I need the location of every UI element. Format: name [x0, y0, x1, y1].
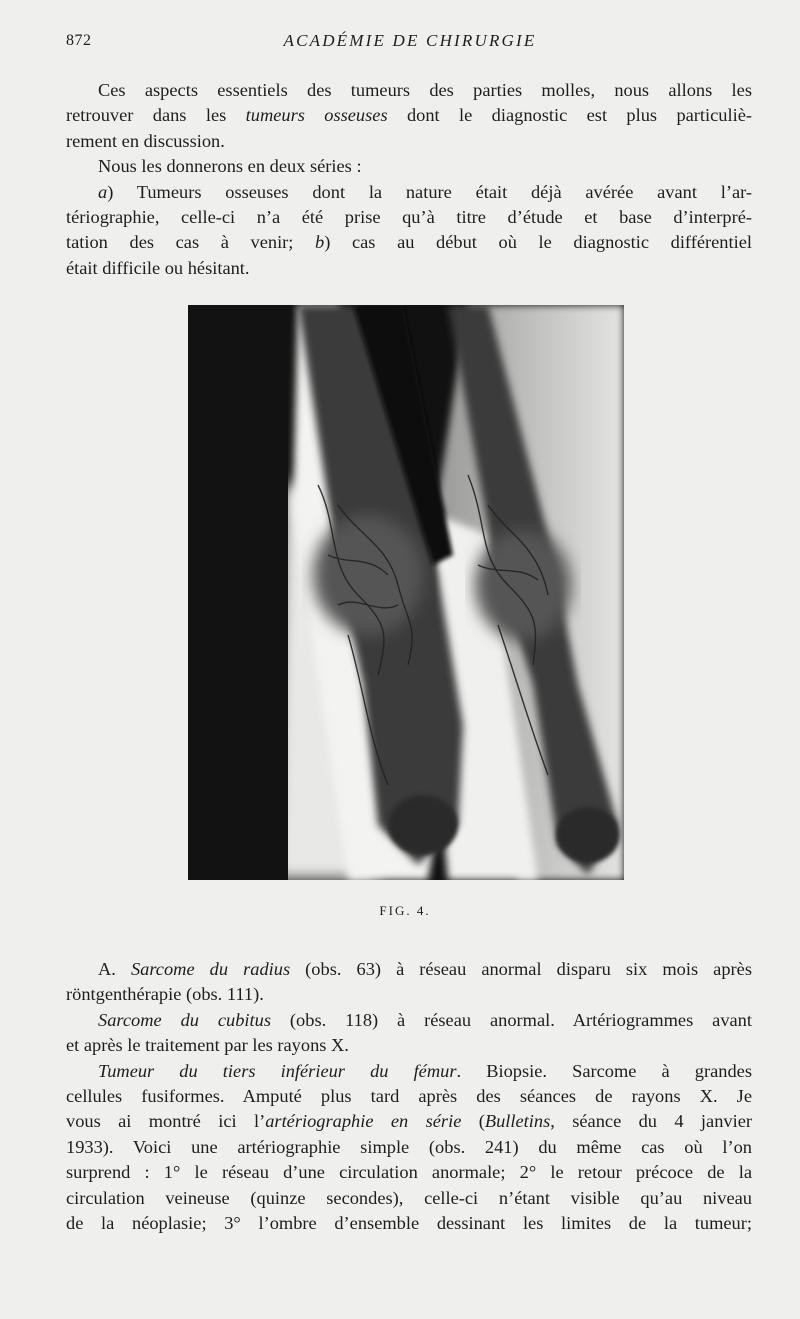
page-number: 872: [66, 32, 92, 49]
text-line: Ces aspects essentiels des tumeurs des parties molles, nous allons les: [98, 80, 752, 100]
text-line: surprend : 1° le réseau d’une circulation anormale; 2° le retour précoce de la: [66, 1162, 752, 1183]
figure-caption: FIG. 4.: [379, 903, 431, 918]
text-line: a) Tumeurs osseuses dont la nature était déjà avérée avant l’ar-: [98, 181, 752, 202]
text-line: cellules fusiformes. Amputé plus tard après des séances de rayons X. Je: [66, 1086, 752, 1107]
text-line: vous ai montré ici l’artériographie en série (Bulletins, séance du 4 janvier: [66, 1111, 752, 1132]
text-line: retrouver dans les tumeurs osseuses dont le diagnostic est plus particuliè-: [66, 105, 753, 126]
text-line: et après le traitement par les rayons X.: [66, 1035, 349, 1056]
xray-figure: [188, 305, 624, 880]
text-line: circulation veineuse (quinze secondes), celle-ci n’étant visible qu’au niveau: [66, 1187, 752, 1208]
text-line: tation des cas à venir; b) cas au début où le diagnostic différentiel: [66, 232, 752, 253]
text-line: A. Sarcome du radius (obs. 63) à réseau anormal disparu six mois après: [98, 959, 752, 979]
body-text: [66, 957, 752, 1236]
intro-text: [66, 78, 752, 281]
text-line: röntgenthérapie (obs. 111).: [66, 984, 264, 1005]
arteriogram-image: [188, 305, 624, 880]
text-line: 1933). Voici une artériographie simple (obs. 241) du même cas où l’on: [66, 1136, 752, 1157]
text-line: Nous les donnerons en deux séries :: [98, 156, 362, 177]
text-line: était difficile ou hésitant.: [66, 257, 250, 278]
text-line: Tumeur du tiers inférieur du fémur. Biopsie. Sarcome à grandes: [98, 1060, 752, 1081]
text-line: tériographie, celle-ci n’a été prise qu’à titre d’étude et base d’interpré-: [66, 207, 752, 228]
text-line: de la néoplasie; 3° l’ombre d’ensemble dessinant les limites de la tumeur;: [66, 1213, 752, 1234]
running-title: ACADÉMIE DE CHIRURGIE: [283, 31, 537, 50]
text-line: Sarcome du cubitus (obs. 118) à réseau anormal. Artériogrammes avant: [98, 1009, 752, 1030]
text-line: rement en discussion.: [66, 130, 225, 151]
